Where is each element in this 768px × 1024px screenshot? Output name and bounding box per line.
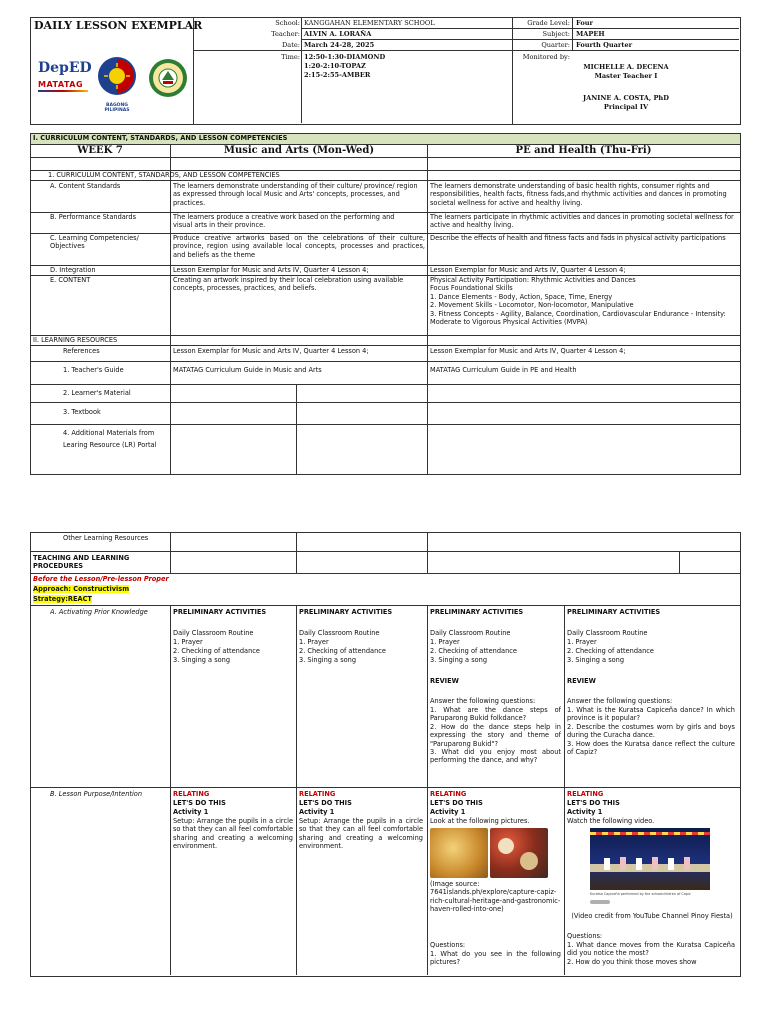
song-3: 3. Singing a song [430, 656, 488, 664]
review-questions-4: 1. What is the Kuratsa Capiceña dance? In which province is it popular? 2. Describe the costumes worn by girls and boys during the Curacha dance. 3. How does the Kuratsa dance reflect the culture of Capiz? [567, 706, 735, 757]
subject-value: MAPEH [576, 30, 605, 38]
row-label-integration: D. Integration [50, 266, 96, 274]
teachers-guide-label: 1. Teacher's Guide [63, 366, 124, 374]
music-performance-standards: The learners produce a creative work based on the performing and visual arts in their province. [173, 213, 395, 230]
document-title: DAILY LESSON EXEMPLAR [34, 19, 203, 32]
music-content-standards: The learners demonstrate understanding of their culture/ province/ region as expressed through local Music and Arts' concepts, processes, and practices. [173, 182, 418, 207]
letsdo-2: LET'S DO THIS [299, 799, 352, 807]
tlp-label: TEACHING AND LEARNING PROCEDURES [33, 554, 130, 571]
routine-4: Daily Classroom Routine [567, 629, 648, 637]
date-label: Date: [282, 41, 300, 49]
date-value: March 24-28, 2025 [304, 41, 375, 49]
review-questions-3: 1. What are the dance steps of Paruparong Bukid folkdance? 2. How do the dance steps help in expressing the story and theme of "Paruparong Bukid"? 3. What did you enjoy most about performing the dance, and why? [430, 706, 561, 765]
other-resources-label: Other Learning Resources [63, 534, 149, 542]
kuratsa-video-thumbnail[interactable] [590, 828, 710, 890]
song-4: 3. Singing a song [567, 656, 625, 664]
time-2: 1:20-2:10-TOPAZ [304, 62, 366, 70]
video-credit: (Video credit from YouTube Channel Pinoy Fiesta) [571, 912, 733, 920]
grade-label: Grade Level: [527, 19, 570, 27]
routine-2: Daily Classroom Routine [299, 629, 380, 637]
grade-value: Four [576, 19, 593, 27]
attendance-4: 2. Checking of attendance [567, 647, 654, 655]
relating-2: RELATING [299, 790, 336, 798]
review-4: REVIEW [567, 677, 596, 685]
song-1: 3. Singing a song [173, 656, 231, 664]
school-label: School: [275, 19, 300, 27]
attendance-2: 2. Checking of attendance [299, 647, 386, 655]
music-column-heading: Music and Arts (Mon-Wed) [223, 145, 375, 156]
setup-2: Setup: Arrange the pupils in a circle so that they can all feel comfortable sharing and creating a welcoming environment. [299, 817, 423, 851]
approach-label [33, 585, 233, 593]
letsdo-1: LET'S DO THIS [173, 799, 226, 807]
prayer-3: 1. Prayer [430, 638, 460, 646]
pe-integration: Lesson Exemplar for Music and Arts IV, Quarter 4 Lesson 4; [430, 266, 626, 274]
image-source: (Image source: 7641islands.ph/explore/capture-capiz-rich-cultural-heritage-and-gastronomic-haven-rolled-into-one) [430, 880, 561, 914]
questions-list-4: 1. What dance moves from the Kuratsa Capiceña did you notice the most? 2. How do you think those moves show [567, 941, 735, 966]
time-3: 2:15-2:55-AMBER [304, 71, 371, 79]
activity-4: Activity 1 [567, 808, 603, 816]
attendance-1: 2. Checking of attendance [173, 647, 260, 655]
activating-prior-knowledge-label: A. Activating Prior Knowledge [50, 608, 148, 616]
week-label: WEEK 7 [77, 145, 123, 156]
prayer-1: 1. Prayer [173, 638, 203, 646]
teachers-guide-pe: MATATAG Curriculum Guide in PE and Health [430, 366, 577, 374]
review-intro-3: Answer the following questions: [430, 697, 536, 705]
deped-matatag-logo: DepED MATATAG [38, 60, 96, 106]
activity-2: Activity 1 [299, 808, 335, 816]
prayer-2: 1. Prayer [299, 638, 329, 646]
music-integration: Lesson Exemplar for Music and Arts IV, Quarter 4 Lesson 4; [173, 266, 369, 274]
letsdo-4: LET'S DO THIS [567, 799, 620, 807]
pe-performance-standards: The learners participate in rhythmic activities and dances in promoting societal wellness for active and healthy living. [430, 213, 734, 230]
quarter-label: Quarter: [541, 41, 570, 49]
attendance-3: 2. Checking of attendance [430, 647, 517, 655]
row-label-content-standards: A. Content Standards [50, 182, 121, 190]
review-3: REVIEW [430, 677, 459, 685]
watch-instruction: Watch the following video. [567, 817, 655, 825]
monitor-2-name: JANINE A. COSTA, PhD [583, 94, 669, 102]
prelim-heading-4: PRELIMINARY ACTIVITIES [567, 608, 661, 616]
strategy-label [33, 595, 233, 603]
question-3-1: 1. What do you see in the following pictures? [430, 950, 561, 967]
section-2-heading: II. LEARNING RESOURCES [33, 336, 118, 344]
references-label: References [63, 347, 100, 355]
monitor-1-title: Master Teacher I [594, 72, 658, 80]
teachers-guide-music: MATATAG Curriculum Guide in Music and Arts [173, 366, 322, 374]
prelim-heading-3: PRELIMINARY ACTIVITIES [430, 608, 524, 616]
song-2: 3. Singing a song [299, 656, 357, 664]
pe-competencies: Describe the effects of health and fitness facts and fads in physical activity participations [430, 234, 726, 242]
relating-3: RELATING [430, 790, 467, 798]
activity-3: Activity 1 [430, 808, 466, 816]
references-pe: Lesson Exemplar for Music and Arts IV, Quarter 4 Lesson 4; [430, 347, 626, 355]
monitor-2-title: Principal IV [603, 103, 649, 111]
questions-3: Questions: [430, 941, 466, 949]
capiz-food-picture-1 [430, 828, 488, 878]
monitor-1-name: MICHELLE A. DECENA [583, 63, 669, 71]
row-label-competencies: C. Learning Competencies/ Objectives [50, 234, 139, 251]
routine-1: Daily Classroom Routine [173, 629, 254, 637]
row-label-content: E. CONTENT [50, 276, 91, 284]
letsdo-3: LET'S DO THIS [430, 799, 483, 807]
look-instruction: Look at the following pictures. [430, 817, 530, 825]
pe-column-heading: PE and Health (Thu-Fri) [515, 145, 652, 156]
textbook-label: 3. Textbook [63, 408, 101, 416]
subject-label: Subject: [542, 30, 570, 38]
routine-3: Daily Classroom Routine [430, 629, 511, 637]
relating-4: RELATING [567, 790, 604, 798]
teacher-value: ALVIN A. LORAÑA [304, 30, 372, 38]
section-1-heading: I. CURRICULUM CONTENT, STANDARDS, AND LESSON COMPETENCIES [33, 134, 288, 142]
video-channel-icon [590, 900, 610, 904]
references-music: Lesson Exemplar for Music and Arts IV, Quarter 4 Lesson 4; [173, 347, 369, 355]
review-intro-4: Answer the following questions: [567, 697, 673, 705]
row-label-performance-standards: B. Performance Standards [50, 213, 137, 221]
school-seal [148, 58, 188, 98]
before-lesson-label: Before the Lesson/Pre-lesson Proper [33, 575, 169, 583]
music-competencies: Produce creative artworks based on the celebrations of their culture, province, region using available local concepts, processes and practices, and beliefs as the theme [173, 234, 425, 259]
time-1: 12:50-1:30-DIAMOND [304, 53, 386, 61]
questions-4: Questions: [567, 932, 603, 940]
learners-material-label: 2. Learner's Material [63, 389, 131, 397]
capiz-food-picture-2 [490, 828, 548, 878]
additional-materials-label: 4. Additional Materials from Learing Resource (LR) Portal [63, 429, 157, 449]
setup-1: Setup: Arrange the pupils in a circle so that they can all feel comfortable sharing and creating a welcoming environment. [173, 817, 293, 851]
relating-1: RELATING [173, 790, 210, 798]
quarter-value: Fourth Quarter [576, 41, 633, 49]
music-content: Creating an artwork inspired by their local celebration using available concepts, processes, practices, and beliefs. [173, 276, 404, 293]
school-value: KANGGAHAN ELEMENTARY SCHOOL [304, 19, 435, 27]
lesson-purpose-label: B. Lesson Purpose/Intention [50, 790, 143, 798]
bagong-pilipinas-logo: BAGONG PILIPINAS [93, 56, 141, 108]
activity-1: Activity 1 [173, 808, 209, 816]
approach-text: Approach: Constructivism [33, 585, 130, 593]
pe-content: Physical Activity Participation: Rhythmic Activities and Dances Focus Foundational Skills 1. Dance Elements - Body, Action, Space, Time, Energy 2. Movement Skills - Locomotor, Non-locomotor, Manipulative 3. Fitness Concepts - Agility, Balance, Coordination, Cardiovascular Endurance - Intensity: Moderate to Vigorous Physical Activities (MVPA) [430, 276, 726, 327]
pe-content-standards: The learners demonstrate understanding of basic health rights, consumer rights and responsibilities, health facts, fitness fads,and rhythmic activities and dances in promoting societal wellness for active and healthy living. [430, 182, 727, 207]
teacher-label: Teacher: [271, 30, 300, 38]
time-label: Time: [281, 53, 300, 61]
prelim-heading-1: PRELIMINARY ACTIVITIES [173, 608, 267, 616]
video-caption: Kuratsa Capiceña performed by the schoolchildren of Capiz [590, 892, 691, 896]
prayer-4: 1. Prayer [567, 638, 597, 646]
curriculum-subheading: 1. CURRICULUM CONTENT, STANDARDS, AND LESSON COMPETENCIES [48, 171, 280, 179]
monitored-label: Monitored by: [522, 53, 570, 61]
prelim-heading-2: PRELIMINARY ACTIVITIES [299, 608, 393, 616]
strategy-text: Strategy:REACT [33, 595, 92, 603]
